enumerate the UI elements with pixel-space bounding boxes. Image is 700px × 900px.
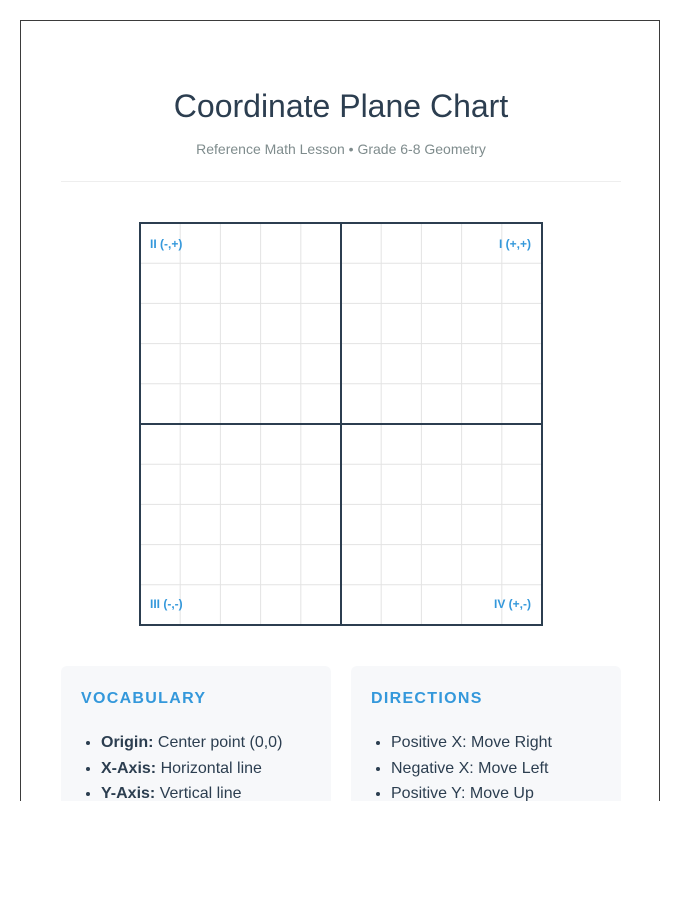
vocabulary-term: Origin:: [101, 734, 154, 751]
quadrant-3-label: III (-,-): [150, 597, 183, 611]
vocabulary-term: Y-Axis:: [101, 785, 156, 801]
vocabulary-definition: Horizontal line: [156, 759, 262, 777]
header-divider: [61, 181, 621, 182]
direction-item: • Positive Y: Move Up: [391, 781, 552, 801]
page-title: Coordinate Plane Chart: [173, 88, 509, 124]
vocabulary-panel: [61, 666, 331, 801]
directions-list: [371, 730, 552, 801]
direction-item: • Negative X: Move Left: [391, 756, 552, 782]
vocabulary-list: [81, 730, 282, 801]
vocabulary-definition: Vertical line: [155, 785, 242, 801]
quadrant-1-label: I (+,+): [498, 237, 531, 251]
vocabulary-item: [101, 730, 282, 756]
vocabulary-item: [101, 756, 282, 782]
quadrant-2-label: II (-,+): [150, 237, 183, 251]
direction-item: • Positive X: Move Right: [391, 730, 552, 756]
directions-title: DIRECTIONS: [371, 690, 483, 707]
coordinate-plane: [139, 222, 543, 626]
page-subtitle: Reference Math Lesson • Grade 6-8 Geometry: [196, 141, 486, 157]
lesson-card: [20, 20, 660, 801]
vocabulary-item: [101, 781, 282, 801]
vocabulary-definition: Center point (0,0): [153, 734, 283, 751]
vocabulary-title: VOCABULARY: [81, 690, 207, 707]
quadrant-4-label: IV (+,-): [493, 597, 531, 611]
vocabulary-term: X-Axis:: [101, 759, 157, 777]
directions-panel: [351, 666, 621, 801]
